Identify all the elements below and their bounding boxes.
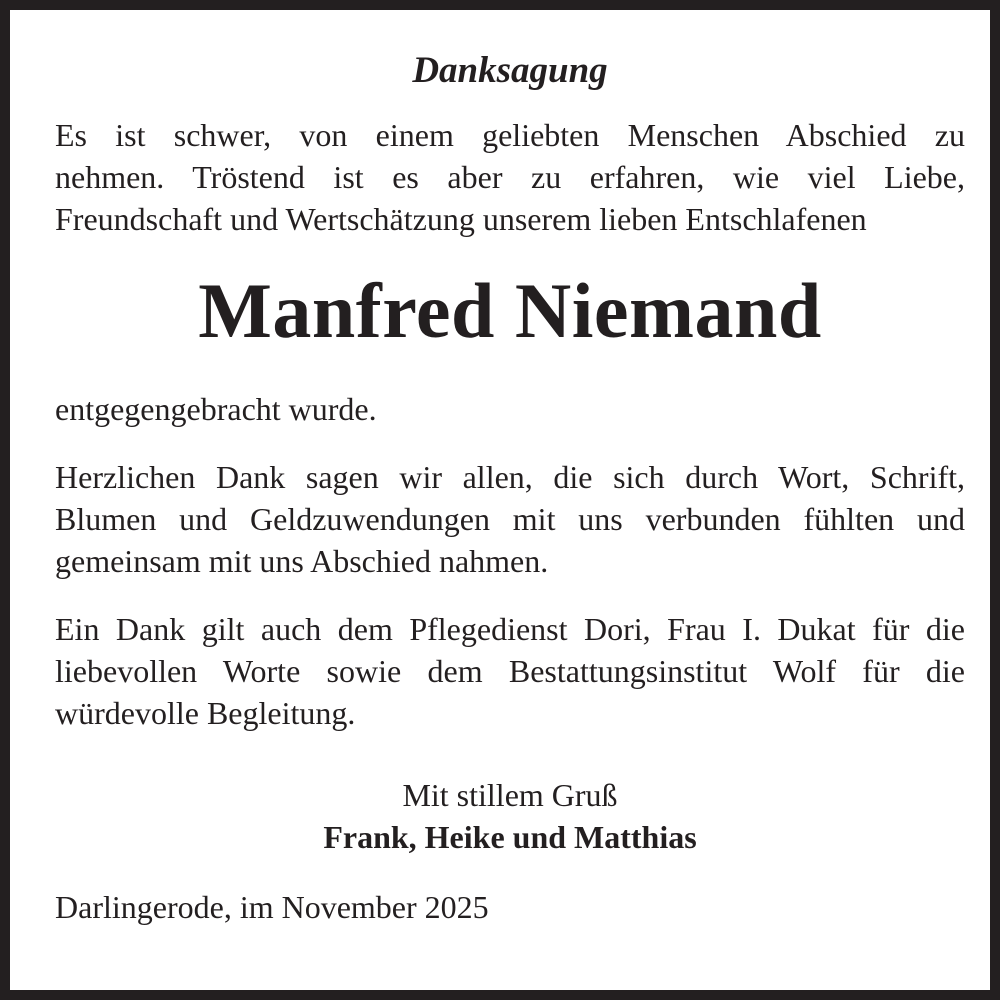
extra-thanks-paragraph (55, 608, 965, 734)
after-name-text: entgegengebracht wurde. (55, 391, 377, 427)
thanks-paragraph (55, 456, 965, 582)
intro-line: nehmen. Tröstend ist es aber zu erfahren, wie viel Liebe, (55, 159, 965, 195)
thanks-line: gemeinsam mit uns Abschied nahmen. (55, 543, 549, 579)
notice-content (55, 48, 965, 928)
place-date: Darlingerode, im November 2025 (55, 889, 489, 925)
intro-line: Freundschaft und Wertschätzung unserem lieben Entschlafenen (55, 201, 867, 237)
intro-line: Es ist schwer, von einem geliebten Menschen Abschied zu (55, 117, 965, 153)
extra-thanks-line: Ein Dank gilt auch dem Pflegedienst Dori, Frau I. Dukat für die (55, 611, 965, 647)
extra-thanks-line: würdevolle Begleitung. (55, 695, 356, 731)
closing-greeting: Mit stillem Gruß (402, 777, 618, 813)
notice-title: Danksagung (412, 50, 608, 91)
extra-thanks-line: liebevollen Worte sowie dem Bestattungsinstitut Wolf für die (55, 653, 965, 689)
intro-paragraph (55, 114, 965, 240)
signers: Frank, Heike und Matthias (323, 819, 697, 855)
thanks-line: Herzlichen Dank sagen wir allen, die sich durch Wort, Schrift, (55, 459, 965, 495)
thanks-line: Blumen und Geldzuwendungen mit uns verbunden fühlten und (55, 501, 965, 537)
deceased-name: Manfred Niemand (198, 267, 822, 354)
